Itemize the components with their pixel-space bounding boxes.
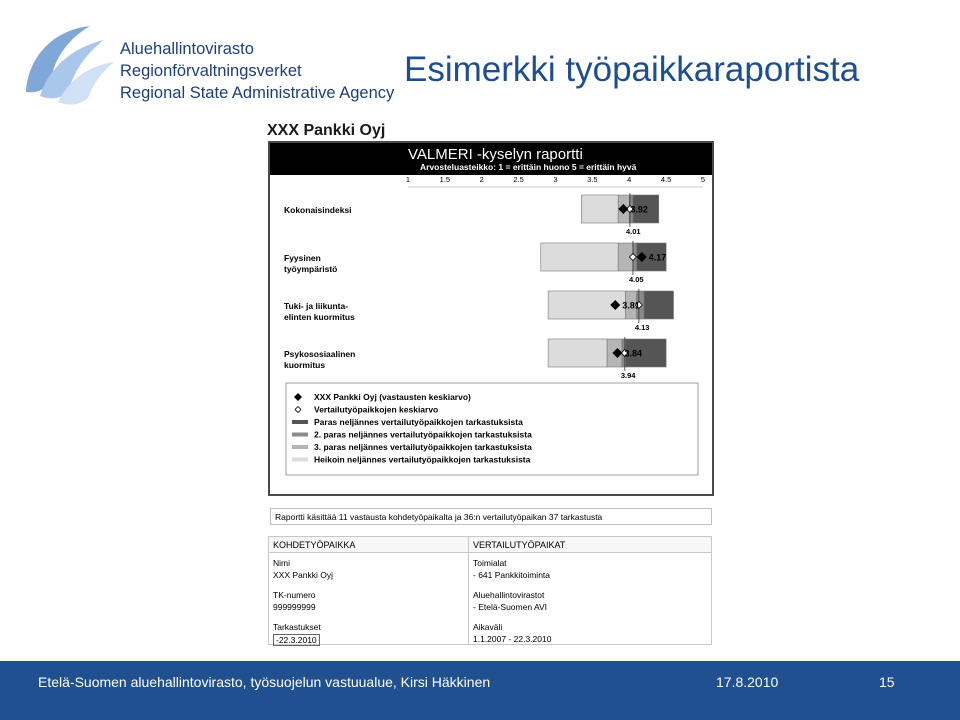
period-value: 1.1.2007 - 22.3.2010 (473, 634, 552, 644)
tick-label: 1.5 (439, 175, 451, 184)
quartile-bar (548, 339, 607, 367)
slide-title: Esimerkki työpaikkaraportista (404, 50, 860, 89)
reference-label: 4.01 (625, 227, 641, 236)
page-number: 15 (879, 674, 895, 690)
reference-label: 3.94 (620, 371, 636, 380)
comparison-column (469, 537, 711, 644)
tick-label: 2 (479, 175, 484, 184)
report-chart (270, 143, 712, 494)
inspections-label: Tarkastukset (273, 622, 321, 632)
reference-label: 4.05 (628, 275, 644, 284)
agency-name-en: Regional State Administrative Agency (120, 84, 395, 102)
legend-label: 3. paras neljännes vertailutyöpaikkojen tarkastuksista (314, 442, 532, 452)
value-label: 3.92 (630, 204, 648, 215)
row-label: Tuki- ja liikunta- (284, 301, 349, 311)
agency-value: - Etelä-Suomen AVI (473, 602, 548, 612)
rating-scale: Arvosteluasteikko: 1 = erittäin huono 5 = erittäin hyvä (420, 162, 637, 172)
legend-label: XXX Pankki Oyj (vastausten keskiarvo) (314, 392, 471, 402)
reference-label: 4.13 (634, 323, 650, 332)
quartile-bar (541, 243, 618, 271)
name-label: Nimi (273, 558, 290, 568)
row-label: kuormitus (284, 360, 326, 370)
legend-swatch (292, 458, 308, 462)
legend-swatch (292, 433, 308, 437)
agency-name-fi: Aluehallintovirasto (120, 40, 254, 58)
tick-label: 4.5 (660, 175, 672, 184)
industry-value: - 641 Pankkitoiminta (473, 570, 551, 580)
agency-logo (18, 22, 398, 108)
comparison-heading: VERTAILUTYÖPAIKAT (469, 537, 711, 553)
agency-name (120, 38, 394, 104)
tick-label: 2.5 (513, 175, 524, 184)
agency-name-sv: Regionförvaltningsverket (120, 62, 302, 80)
value-label: 4.17 (648, 252, 667, 263)
footer-date: 17.8.2010 (716, 674, 779, 690)
row-label: Kokonaisindeksi (284, 205, 352, 215)
quartile-bar (644, 291, 674, 319)
period-label: Aikaväli (473, 622, 503, 632)
legend-label: Paras neljännes vertailutyöpaikkojen tarkastuksista (314, 417, 523, 427)
legend-swatch (292, 445, 308, 449)
target-workplace-column (269, 537, 469, 644)
legend-label: Vertailutyöpaikkojen keskiarvo (314, 404, 439, 415)
logo-emblem-icon (18, 22, 116, 108)
tick-label: 3 (553, 175, 558, 184)
info-table (268, 536, 712, 645)
legend-swatch (292, 420, 308, 424)
tk-label: TK-numero (273, 590, 316, 600)
industry-label: Toimialat (473, 558, 507, 568)
legend-label: 2. paras neljännes vertailutyöpaikkojen tarkastuksista (314, 429, 532, 440)
row-label: elinten kuormitus (284, 312, 355, 322)
tick-label: 5 (700, 175, 706, 184)
report-note: Raportti käsittää 11 vastausta kohdetyöpaikalta ja 36:n vertailutyöpaikan 37 tarkastusta (270, 508, 712, 525)
name-value: XXX Pankki Oyj (273, 570, 333, 580)
agency-label: Aluehallintovirastot (473, 590, 545, 600)
company-name: XXX Pankki Oyj (267, 122, 386, 139)
row-label: työympäristö (284, 264, 338, 274)
legend-label: Heikoin neljännes vertailutyöpaikkojen tarkastuksista (314, 454, 531, 465)
quartile-bar (581, 195, 618, 223)
value-label: 3.84 (624, 348, 642, 359)
row-label: Psykososiaalinen (284, 349, 356, 359)
value-label: 3.81 (622, 300, 640, 311)
inspections-value[interactable]: -22.3.2010 (273, 634, 320, 646)
tick-label: 1 (405, 175, 411, 184)
tick-label: 4 (627, 175, 632, 184)
footer-text: Etelä-Suomen aluehallintovirasto, työsuojelun vastuualue, Kirsi Häkkinen (38, 674, 491, 690)
row-label: Fyysinen (284, 253, 321, 263)
tk-value: 999999999 (273, 602, 316, 612)
footer-bar (0, 661, 960, 720)
target-heading: KOHDETYÖPAIKKA (269, 537, 468, 553)
valmeri-report (268, 141, 714, 496)
report-title: VALMERI -kyselyn raportti (408, 146, 583, 163)
tick-label: 3.5 (587, 175, 598, 184)
